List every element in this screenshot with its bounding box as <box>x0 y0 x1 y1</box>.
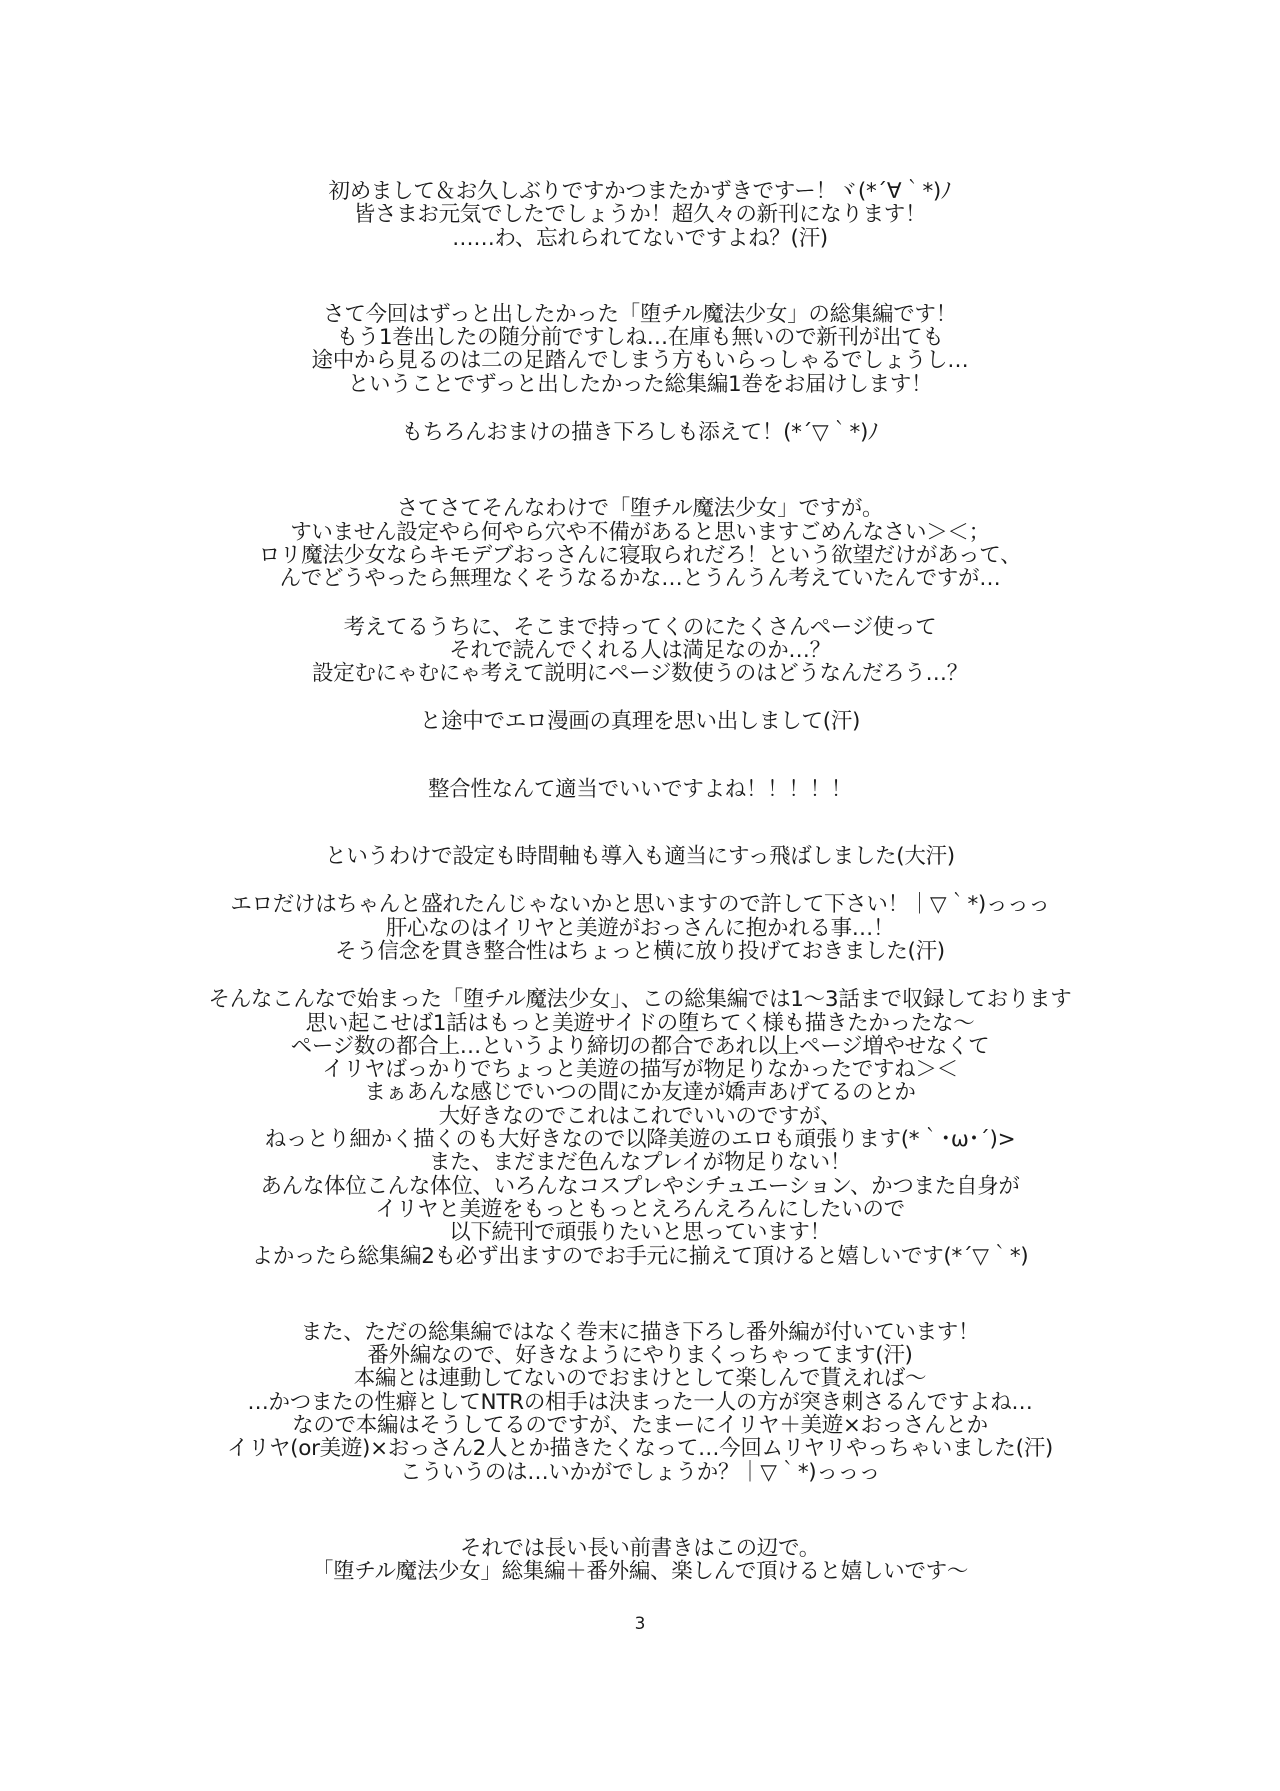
paragraph-intro <box>150 303 1130 396</box>
text-line: 番外編なので、好きなようにやりまくっちゃってます(汗) <box>367 1343 913 1369</box>
text-line: そんなこんなで始まった「堕チル魔法少女」、この総集編では1〜3話まで収録しております <box>208 987 1072 1013</box>
afterword-text <box>150 180 1130 1583</box>
text-line: イリヤと美遊をもっともっとえろんえろんにしたいので <box>375 1196 905 1222</box>
text-line: すいません設定やら何やら穴や不備があると思いますごめんなさい＞＜； <box>290 519 990 545</box>
paragraph-closing <box>150 1537 1130 1584</box>
text-line: …かつまたの性癖としてNTRの相手は決まった一人の方が突き刺さるんですよね… <box>247 1389 1033 1415</box>
text-line: 大好きなのでこれはこれでいいのですが、 <box>438 1103 842 1129</box>
text-line: 皆さまお元気でしたでしょうか！超久々の新刊になります！ <box>353 202 927 228</box>
text-line: エロだけはちゃんと盛れたんじゃないかと思いますので許して下さい！｜▽｀*)っっっ <box>230 892 1050 918</box>
paragraph-gap <box>150 1268 1130 1321</box>
text-line: なので本編はそうしてるのですが、たまーにイリヤ＋美遊×おっさんとか <box>292 1412 988 1438</box>
text-line: 設定むにゃむにゃ考えて説明にページ数使うのはどうなんだろう…？ <box>312 661 968 687</box>
text-line: んでどうやったら無理なくそうなるかな…とうんうん考えていたんですが… <box>279 566 1001 592</box>
text-line: それでは長い長い前書きはこの辺で。 <box>460 1535 820 1561</box>
paragraph-gap <box>150 801 1130 845</box>
paragraph-collection <box>150 988 1130 1268</box>
paragraph-thoughts <box>150 616 1130 686</box>
paragraph-gap <box>150 734 1130 778</box>
text-line: まぁあんな感じでいつの間にか友達が嬌声あげてるのとか <box>364 1080 916 1106</box>
text-line: それで読んでくれる人は満足なのか…？ <box>449 637 831 663</box>
paragraph-gap <box>150 868 1130 893</box>
text-line: 本編とは連動してないのでおまけとして楽しんで貰えれば〜 <box>353 1366 927 1392</box>
text-line: と途中でエロ漫画の真理を思い出しまして(汗) <box>419 709 861 735</box>
text-line: 初めまして＆お久しぶりですかつまたかずきですー！ヾ(*´∀｀*)ﾉ <box>328 179 952 204</box>
text-line: また、まだまだ色んなプレイが物足りない！ <box>428 1150 852 1176</box>
text-line: 整合性なんて適当でいいですよね！！！！！ <box>427 776 852 802</box>
text-line: さて今回はずっと出したかった「堕チル魔法少女」の総集編です！ <box>323 301 957 327</box>
paragraph-gap <box>150 396 1130 421</box>
text-line: 思い起こせば1話はもっと美遊サイドの堕ちてく様も描きたかったな〜 <box>305 1010 975 1036</box>
text-line: イリヤ(or美遊)×おっさん2人とか描きたくなって…今回ムリヤリやっちゃいました(汗) <box>227 1436 1053 1462</box>
paragraph-gap <box>150 591 1130 616</box>
text-line: よかったら総集編2も必ず出ますのでお手元に揃えて頂けると嬉しいです(*´▽｀*) <box>251 1243 1029 1269</box>
paragraph-apology <box>150 893 1130 963</box>
text-line: ……わ、忘れられてないですよね？(汗) <box>452 225 828 251</box>
paragraph-gap <box>150 685 1130 710</box>
text-line: さてさてそんなわけで「堕チル魔法少女」ですが。 <box>396 496 884 522</box>
text-line: 以下続刊で頑張りたいと思っています！ <box>449 1220 831 1246</box>
paragraph-setting <box>150 497 1130 590</box>
paragraph-truth <box>150 710 1130 733</box>
text-line: こういうのは…いかがでしょうか？｜▽｀*)っっっ <box>400 1459 880 1485</box>
paragraph-gap <box>150 250 1130 303</box>
text-line: 肝心なのはイリヤと美遊がおっさんに抱かれる事…！ <box>385 915 895 941</box>
text-line: もう1巻出したの随分前ですしね…在庫も無いので新刊が出ても <box>336 325 944 351</box>
paragraph-gap <box>150 1484 1130 1537</box>
text-line: そう信念を貫き整合性はちょっと横に放り投げておきました(汗) <box>335 938 945 964</box>
text-line: 「堕チル魔法少女」総集編＋番外編、楽しんで頂けると嬉しいです〜 <box>311 1559 969 1585</box>
text-line: また、ただの総集編ではなく巻末に描き下ろし番外編が付いています！ <box>300 1319 980 1345</box>
text-line: イリヤばっかりでちょっと美遊の描写が物足りなかったですね＞＜ <box>322 1057 958 1083</box>
text-line: ロリ魔法少女ならキモデブおっさんに寝取られだろ！という欲望だけがあって、 <box>258 542 1022 568</box>
text-line: あんな体位こんな体位、いろんなコスプレやシチュエーション、かつまた自身が <box>260 1173 1020 1199</box>
paragraph-skipped <box>150 845 1130 868</box>
text-line: というわけで設定も時間軸も導入も適当にすっ飛ばしました(大汗) <box>325 844 955 870</box>
text-line: もちろんおまけの描き下ろしも添えて！(*´▽｀*)ﾉ <box>401 420 879 446</box>
paragraph-consistency <box>150 778 1130 801</box>
text-line: ということでずっと出したかった総集編1巻をお届けします！ <box>347 371 933 397</box>
text-line: 途中から見るのは二の足踏んでしまう方もいらっしゃるでしょうし… <box>311 348 969 374</box>
text-line: 考えてるうちに、そこまで持ってくのにたくさんページ使って <box>343 614 937 640</box>
paragraph-extra-chapter <box>150 1321 1130 1484</box>
text-line: ページ数の都合上…というより締切の都合であれ以上ページ増やせなくて <box>290 1033 990 1059</box>
paragraph-gap <box>150 963 1130 988</box>
page-number: 3 <box>634 1614 646 1634</box>
text-line: ねっとり細かく描くのも大好きなので以降美遊のエロも頑張ります(*｀･ω･´)> <box>264 1127 1016 1153</box>
paragraph-gap <box>150 444 1130 497</box>
paragraph-greeting <box>150 180 1130 250</box>
paragraph-bonus <box>150 421 1130 444</box>
